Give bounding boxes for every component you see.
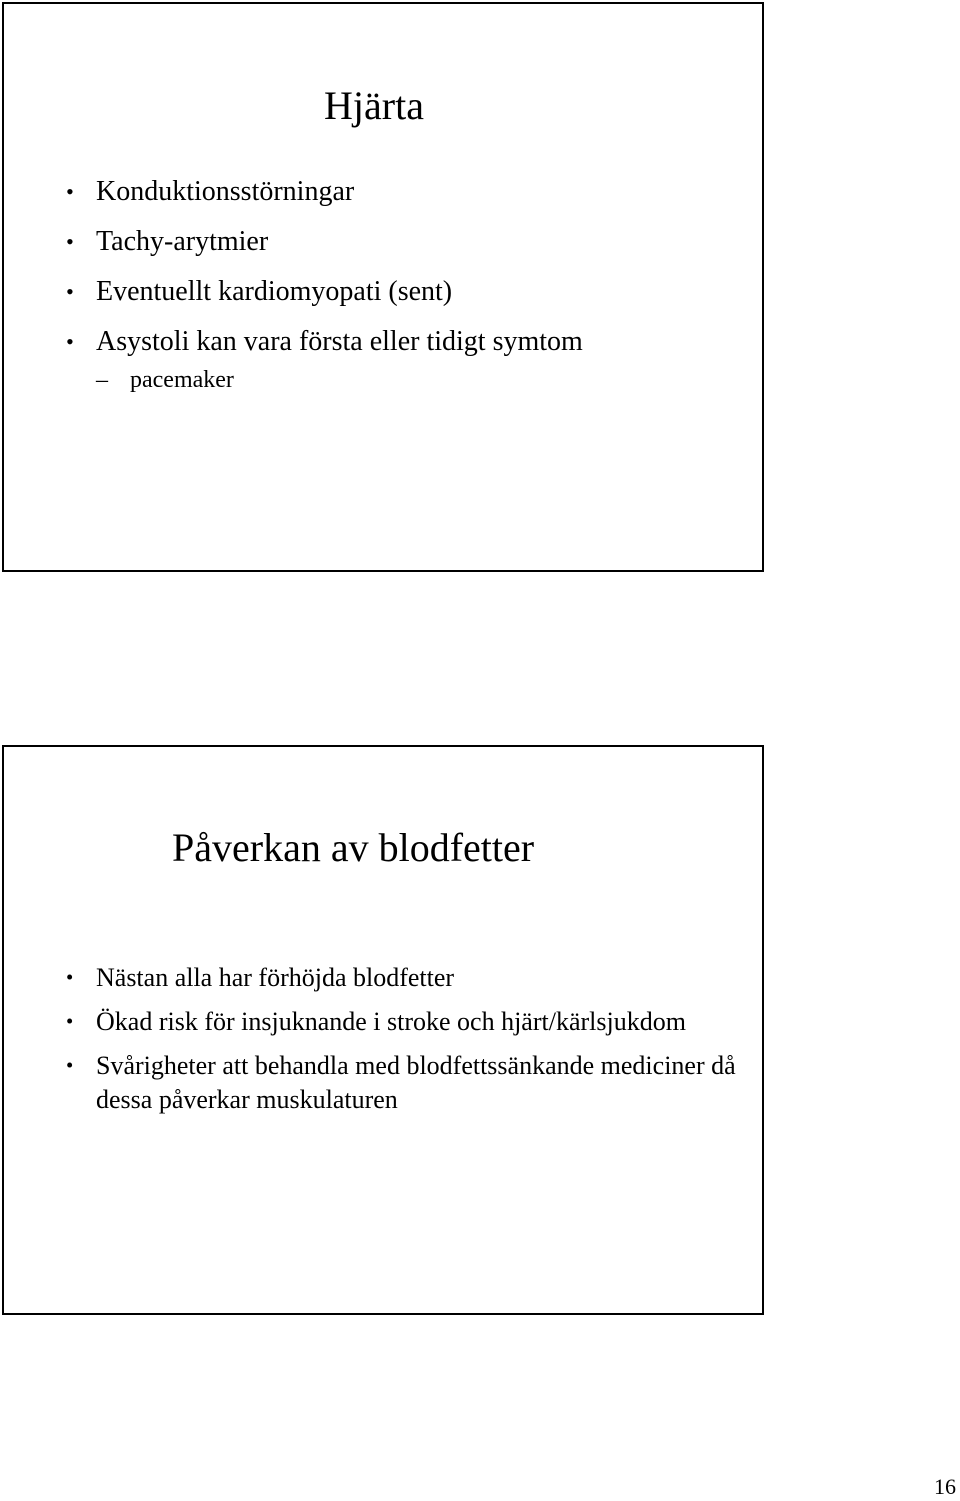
- sub-bullet-item: [96, 365, 746, 395]
- bullet-icon: •: [66, 279, 74, 304]
- bullet-icon: •: [66, 966, 74, 989]
- slide-title: Påverkan av blodfetter: [172, 825, 535, 870]
- bullet-text: Asystoli kan vara första eller tidigt symtom: [96, 326, 583, 357]
- bullet-item: [66, 175, 746, 209]
- slide-hjarta: [2, 2, 764, 572]
- bullet-item: [66, 275, 746, 309]
- bullet-text: Ökad risk för insjuknande i stroke och hjärt/kärlsjukdom: [96, 1007, 686, 1036]
- page-number: 16: [934, 1474, 956, 1499]
- bullet-icon: •: [66, 229, 74, 254]
- bullet-icon: •: [66, 1054, 74, 1077]
- bullet-text: Konduktionsstörningar: [96, 176, 355, 207]
- bullet-item: [66, 1005, 746, 1039]
- bullet-item: [66, 961, 746, 995]
- bullet-text: Eventuellt kardiomyopati (sent): [96, 276, 453, 307]
- bullet-item: [66, 225, 746, 259]
- bullet-list: [66, 175, 746, 395]
- bullet-list: [66, 961, 746, 1127]
- slide-blodfetter: [2, 745, 764, 1315]
- bullet-text: Tachy-arytmier: [96, 226, 269, 257]
- bullet-icon: •: [66, 1010, 74, 1033]
- bullet-text: Nästan alla har förhöjda blodfetter: [96, 963, 455, 992]
- bullet-icon: •: [66, 179, 74, 204]
- bullet-text: Svårigheter att behandla med blodfettssänkande mediciner då dessa påverkar muskulaturen: [96, 1051, 736, 1114]
- bullet-item: [66, 1049, 746, 1117]
- bullet-item: [66, 325, 746, 359]
- slide-title: Hjärta: [324, 83, 424, 128]
- dash-icon: –: [96, 367, 108, 393]
- bullet-icon: •: [66, 329, 74, 354]
- sub-bullet-text: pacemaker: [130, 367, 234, 393]
